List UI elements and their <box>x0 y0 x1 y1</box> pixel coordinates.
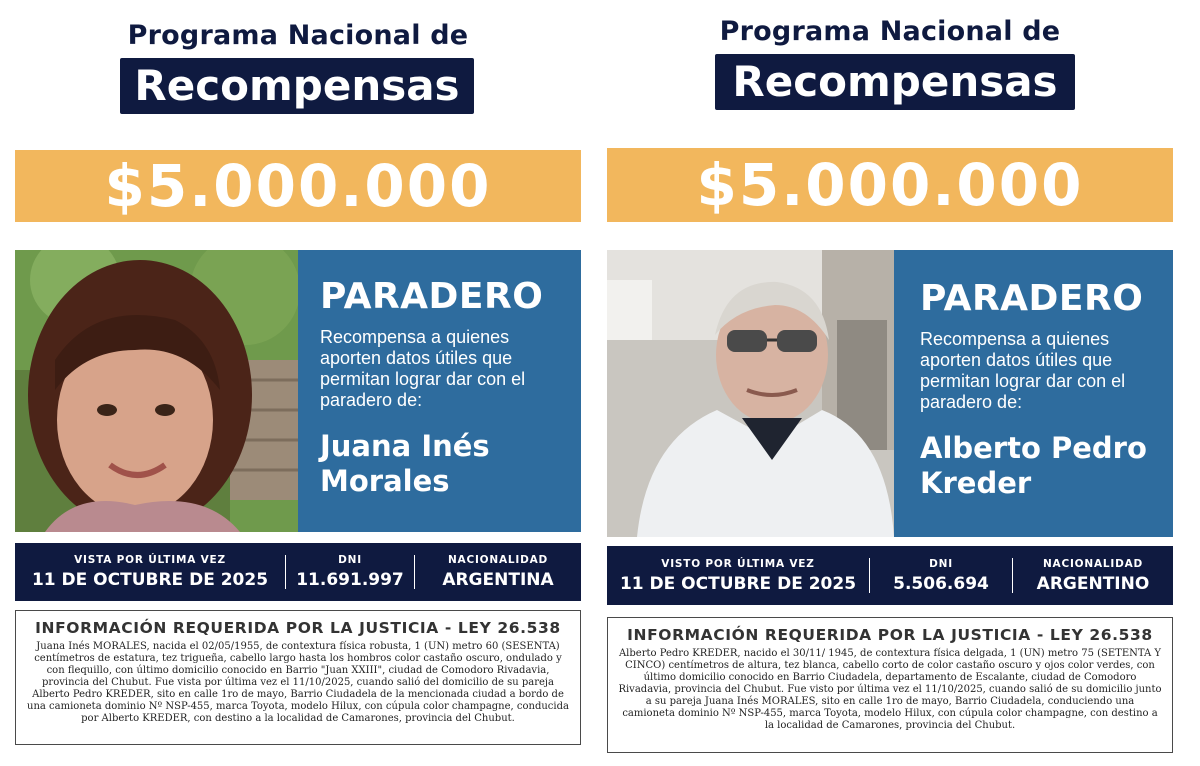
dni-cell <box>870 546 1012 605</box>
dni-value: 11.691.997 <box>296 570 404 590</box>
search-info-panel <box>894 250 1173 537</box>
legal-info-box <box>15 610 581 745</box>
nationality-value: ARGENTINA <box>442 570 554 590</box>
last-seen-label: VISTO POR ÚLTIMA VEZ <box>661 557 815 570</box>
reward-description: Recompensa a quienes aporten datos útiles que permitan lograr dar con el paradero de: <box>920 329 1126 412</box>
missing-person-photo <box>15 250 298 532</box>
status-heading: PARADERO <box>920 278 1144 319</box>
legal-title: INFORMACIÓN REQUERIDA POR LA JUSTICIA - LEY 26.538 <box>627 626 1153 644</box>
legal-title: INFORMACIÓN REQUERIDA POR LA JUSTICIA - LEY 26.538 <box>35 619 561 637</box>
nationality-label: NACIONALIDAD <box>1042 557 1144 570</box>
last-seen-cell <box>607 546 869 605</box>
name-line-2: Kreder <box>920 466 1032 500</box>
last-seen-value: 11 DE OCTUBRE DE 2025 <box>619 573 857 594</box>
program-title: Programa Nacional de <box>127 20 469 51</box>
nationality-value: ARGENTINO <box>1036 573 1150 594</box>
dni-label: DNI <box>929 557 953 570</box>
legal-info-box <box>607 617 1173 753</box>
nationality-label: NACIONALIDAD <box>447 554 549 566</box>
last-seen-cell <box>15 543 285 601</box>
reward-amount: $5.000.000 <box>607 148 1173 222</box>
last-seen-label: VISTA POR ÚLTIMA VEZ <box>74 554 226 566</box>
missing-person-photo <box>607 250 894 537</box>
person-name <box>320 429 581 499</box>
reward-poster-alberto-kreder <box>607 0 1173 766</box>
name-line-1: Alberto Pedro <box>920 431 1147 465</box>
last-seen-value: 11 DE OCTUBRE DE 2025 <box>31 570 269 590</box>
legal-description: Juana Inés MORALES, nacida el 02/05/1955, de contextura física robusta, 1 (UN) metro 60 (SESENTA) centímetros de estatura, tez trigueña, cabello largo hasta los hombros color castaño oscuro, ondulado y con flequillo, con último domicilio conocido en Barrio "Juan XXIII", ciudad de Comodoro Rivadavia, provincia del Chubut. Fue vista por última vez el 11/10/2025, cuando salió del domicilio de su pareja Alberto Pedro KREDER, sito en calle 1ro de mayo, Barrio Ciudadela de la mencionada ciudad a bordo de una camioneta dominio Nº NSP-455, marca Toyota, modelo Hilux, con cúpula color champagne, conducida por Alberto KREDER, con destino a la localidad de Camarones, provincia del Chubut. <box>27 641 569 724</box>
dni-value: 5.506.694 <box>893 573 989 594</box>
details-bar <box>607 546 1173 605</box>
details-bar <box>15 543 581 601</box>
program-title: Programa Nacional de <box>719 16 1061 47</box>
name-line-2: Morales <box>320 464 450 498</box>
reward-description: Recompensa a quienes aporten datos útiles que permitan lograr dar con el paradero de: <box>320 327 526 410</box>
search-info-panel <box>298 250 581 532</box>
reward-amount: $5.000.000 <box>15 150 581 222</box>
dni-label: DNI <box>338 554 362 566</box>
status-heading: PARADERO <box>320 276 544 317</box>
program-banner: Recompensas <box>715 54 1075 110</box>
person-name <box>920 431 1173 501</box>
nationality-cell <box>415 543 581 601</box>
program-banner: Recompensas <box>120 58 474 114</box>
legal-description: Alberto Pedro KREDER, nacido el 30/11/ 1945, de contextura física delgada, 1 (UN) metro 75 (SETENTA Y CINCO) centímetros de altura, tez blanca, cabello corto de color castaño oscuro y ojos color verdes, con último domicilio conocido en Barrio Ciudadela, departamento de Escalante, ciudad de Comodoro Rivadavia, provincia del Chubut. Fue visto por última vez el 11/10/2025, cuando salió de su domicilio junto a su pareja Juana Inés MORALES, sito en calle 1ro de mayo, Barrio Ciudadela, conduciendo una camioneta dominio Nº NSP-455, marca Toyota, modelo Hilux, con cúpula color champagne, con destino a la localidad de Camarones, provincia del Chubut. <box>618 648 1162 731</box>
name-line-1: Juana Inés <box>320 429 490 463</box>
nationality-cell <box>1013 546 1173 605</box>
dni-cell <box>286 543 414 601</box>
reward-poster-juana-morales <box>15 0 581 766</box>
